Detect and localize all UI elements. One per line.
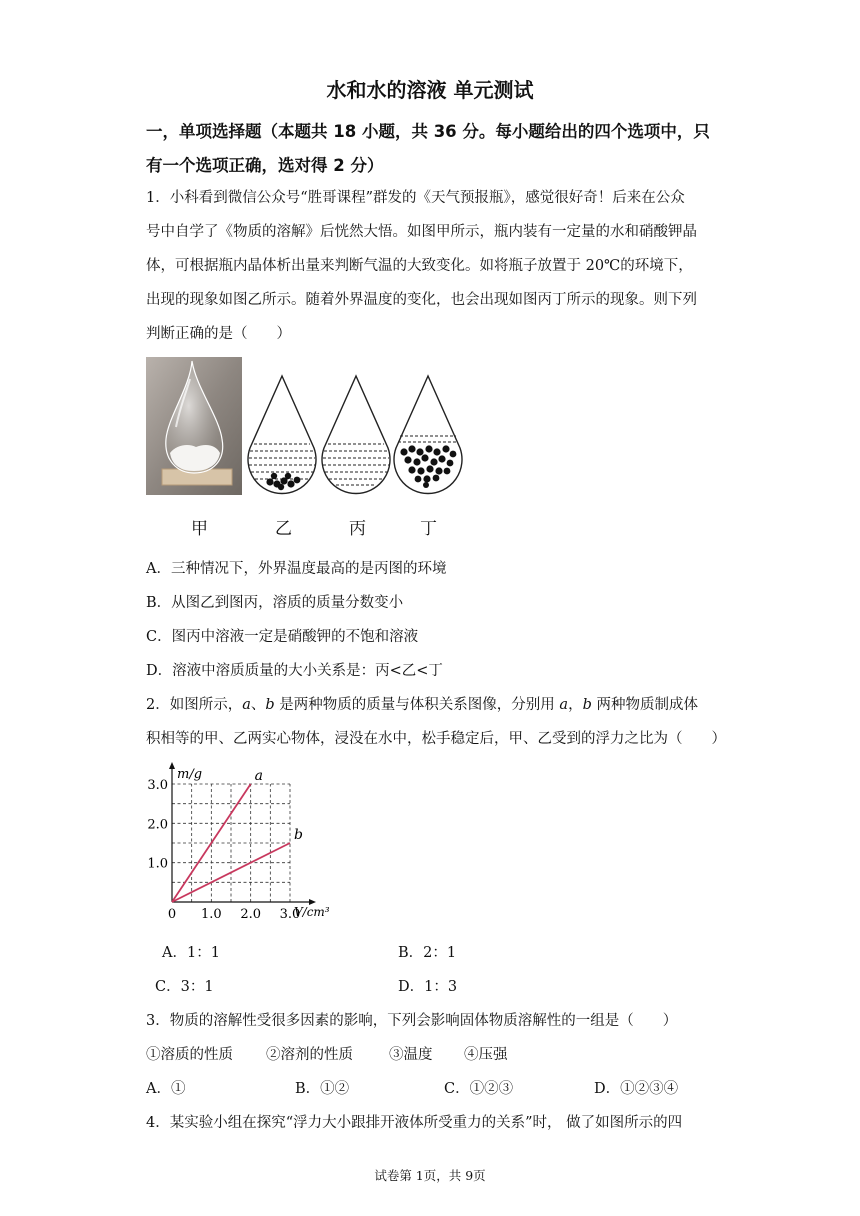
- q3-item-1: ①溶质的性质: [146, 1047, 233, 1063]
- q1-line: 号中自学了《物质的溶解》后恍然大悟。如图甲所示，瓶内装有一定量的水和硝酸钾晶: [146, 224, 697, 240]
- q3-item-2: ②溶剂的性质: [266, 1047, 353, 1063]
- q3-option-a: A．①: [146, 1081, 186, 1097]
- q3-option-b: B．①②: [295, 1081, 350, 1097]
- q2-option-c: C．3：1: [155, 979, 214, 995]
- section-heading-line2: 有一个选项正确，选对得 2 分）: [146, 156, 384, 175]
- x-axis-label: V/cm³: [294, 905, 330, 919]
- flask-bing: [322, 376, 390, 493]
- q3-option-d: D．①②③④: [594, 1081, 679, 1097]
- x-tick-label: 2.0: [240, 907, 262, 922]
- page-title: 水和水的溶液 单元测试: [326, 78, 534, 102]
- caption-jia: 甲: [191, 519, 208, 539]
- y-tick-label: 1.0: [147, 856, 168, 872]
- x-tick-label: 3.0: [279, 907, 301, 922]
- caption-ding: 丁: [420, 519, 437, 539]
- series-label-b: b: [294, 827, 303, 843]
- caption-bing: 丙: [349, 519, 366, 539]
- q1-option-c: C．图丙中溶液一定是硝酸钾的不饱和溶液: [146, 629, 419, 645]
- q2-option-b: B．2：1: [398, 945, 457, 961]
- flask-diagrams: [244, 372, 464, 508]
- page-footer: 试卷第 1页，共 9页: [374, 1168, 486, 1183]
- series-label-a: a: [254, 768, 264, 784]
- q4-line1: 4．某实验小组在探究“浮力大小跟排开液体所受重力的关系”时， 做了如图所示的四: [146, 1115, 683, 1131]
- q1-option-a: A．三种情况下，外界温度最高的是丙图的环境: [146, 561, 447, 577]
- q3-line1: 3．物质的溶解性受很多因素的影响，下列会影响固体物质溶解性的一组是（ ）: [146, 1013, 678, 1029]
- q2-option-d: D．1：3: [398, 979, 458, 995]
- y-tick-label: 2.0: [147, 817, 168, 833]
- y-axis-label: m/g: [177, 767, 203, 782]
- flask-ding: [394, 376, 462, 493]
- q3-item-4: ④压强: [464, 1047, 508, 1063]
- x-tick-label: 0: [167, 907, 177, 922]
- q1-line: 出现的现象如图乙所示。随着外界温度的变化，也会出现如图丙丁所示的现象。则下列: [146, 292, 697, 308]
- q1-line: 体，可根据瓶内晶体析出量来判断气温的大致变化。如将瓶子放置于 20℃的环境下，: [146, 258, 693, 274]
- q1-option-b: B．从图乙到图丙，溶质的质量分数变小: [146, 595, 404, 611]
- q2-option-a: A．1：1: [162, 945, 220, 961]
- q3-option-c: C．①②③: [444, 1081, 514, 1097]
- mass-volume-chart: [140, 758, 360, 928]
- storm-glass-photo: [146, 357, 242, 495]
- section-heading-line1: 一，单项选择题（本题共 18 小题，共 36 分。每小题给出的四个选项中，只: [146, 122, 710, 141]
- y-tick-label: 3.0: [147, 778, 168, 793]
- flask-yi: [248, 376, 316, 493]
- q1-line: 1．小科看到微信公众号“胜哥课程”群发的《天气预报瓶》，感觉很好奇！后来在公众: [146, 190, 685, 206]
- q2-line2: 积相等的甲、乙两实心物体，浸没在水中，松手稳定后，甲、乙受到的浮力之比为（ ）: [146, 731, 726, 747]
- q3-item-3: ③温度: [389, 1047, 433, 1063]
- q2-line1: 2．如图所示，a、b 是两种物质的质量与体积关系图像，分别用 a，b 两种物质制成体: [146, 697, 698, 713]
- q1-line: 判断正确的是（ ）: [146, 326, 291, 342]
- x-tick-label: 1.0: [200, 907, 222, 922]
- q1-option-d: D．溶液中溶质质量的大小关系是：丙<乙<丁: [146, 663, 443, 679]
- y-axis-arrow: [169, 762, 175, 769]
- caption-yi: 乙: [275, 519, 292, 539]
